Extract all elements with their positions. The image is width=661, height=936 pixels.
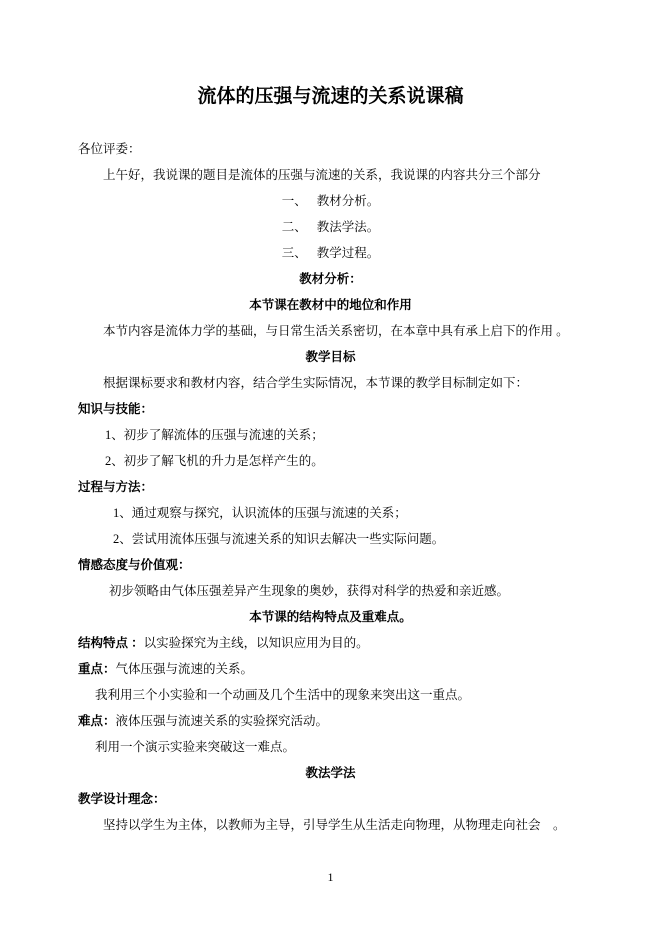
outline-number: 三、 — [281, 246, 307, 260]
heading-process-methods: 过程与方法： — [78, 480, 154, 494]
heading-structure-keypoints: 本节课的结构特点及重难点。 — [249, 610, 412, 624]
heading-teaching-methods: 教法学法 — [305, 766, 356, 780]
paragraph-structure-feature — [78, 630, 583, 656]
structure-feature-label: 结构特点 ： — [78, 636, 144, 650]
difficult-point-label: 难点： — [78, 714, 116, 728]
intro-paragraph: 上午好，我说课的题目是流体的压强与流速的关系，我说课的内容共分三个部分 — [103, 168, 541, 182]
outline-item-1 — [78, 188, 583, 214]
outline-text: 教材分析。 — [316, 194, 380, 208]
outline-text: 教法学法。 — [316, 220, 380, 234]
list-item-knowledge-2: 2、初步了解飞机的升力是怎样产生的。 — [105, 454, 324, 468]
paragraph-key-method: 我利用三个小实验和一个动画及几个生活中的现象来突出这一重点。 — [95, 688, 471, 702]
heading-emotion-values: 情感态度与价值观： — [78, 558, 191, 572]
paragraph-key-point — [78, 656, 583, 682]
blank-line — [78, 838, 583, 864]
paragraph-difficult-point — [78, 708, 583, 734]
heading-position-role: 本节课在教材中的地位和作用 — [249, 298, 412, 312]
paragraph-emotion: 初步领略由气体压强差异产生现象的奥妙，获得对科学的热爱和亲近感。 — [109, 584, 510, 598]
list-item-process-2: 2、尝试用流体压强与流速关系的知识去解决一些实际问题。 — [113, 532, 445, 546]
difficult-point-text: 液体压强与流速关系的实验探究活动。 — [115, 714, 329, 728]
salutation: 各位评委： — [78, 142, 141, 156]
heading-teaching-goals: 教学目标 — [305, 350, 356, 364]
key-point-text: 气体压强与流速的关系。 — [115, 662, 254, 676]
heading-design-concept: 教学设计理念： — [78, 792, 166, 806]
list-item-knowledge-1: 1、初步了解流体的压强与流速的关系； — [105, 428, 324, 442]
doc-title: 流体的压强与流速的关系说课稿 — [197, 86, 464, 107]
outline-number: 一、 — [281, 194, 307, 208]
structure-feature-text: 以实验探究为主线，以知识应用为目的。 — [143, 636, 369, 650]
paragraph-difficult-method: 利用一个演示实验来突破这一难点。 — [95, 740, 296, 754]
paragraph-goal-basis: 根据课标要求和教材内容，结合学生实际情况，本节课的教学目标制定如下： — [103, 376, 529, 390]
paragraph-design-concept: 坚持以学生为主体，以教师为主导，引导学生从生活走向物理，从物理走向社会 。 — [103, 818, 566, 832]
heading-material-analysis: 教材分析： — [299, 272, 362, 286]
list-item-process-1: 1、通过观察与探究，认识流体的压强与流速的关系； — [113, 506, 407, 520]
heading-knowledge-skills: 知识与技能： — [78, 402, 154, 416]
page-number: 1 — [327, 870, 334, 884]
key-point-label: 重点： — [78, 662, 116, 676]
outline-item-3 — [78, 240, 583, 266]
outline-text: 教学过程。 — [316, 246, 380, 260]
blank-line — [78, 110, 583, 136]
outline-number: 二、 — [281, 220, 307, 234]
outline-item-2 — [78, 214, 583, 240]
paragraph-content-basis: 本节内容是流体力学的基础，与日常生活关系密切，在本章中具有承上启下的作用 。 — [103, 324, 569, 338]
